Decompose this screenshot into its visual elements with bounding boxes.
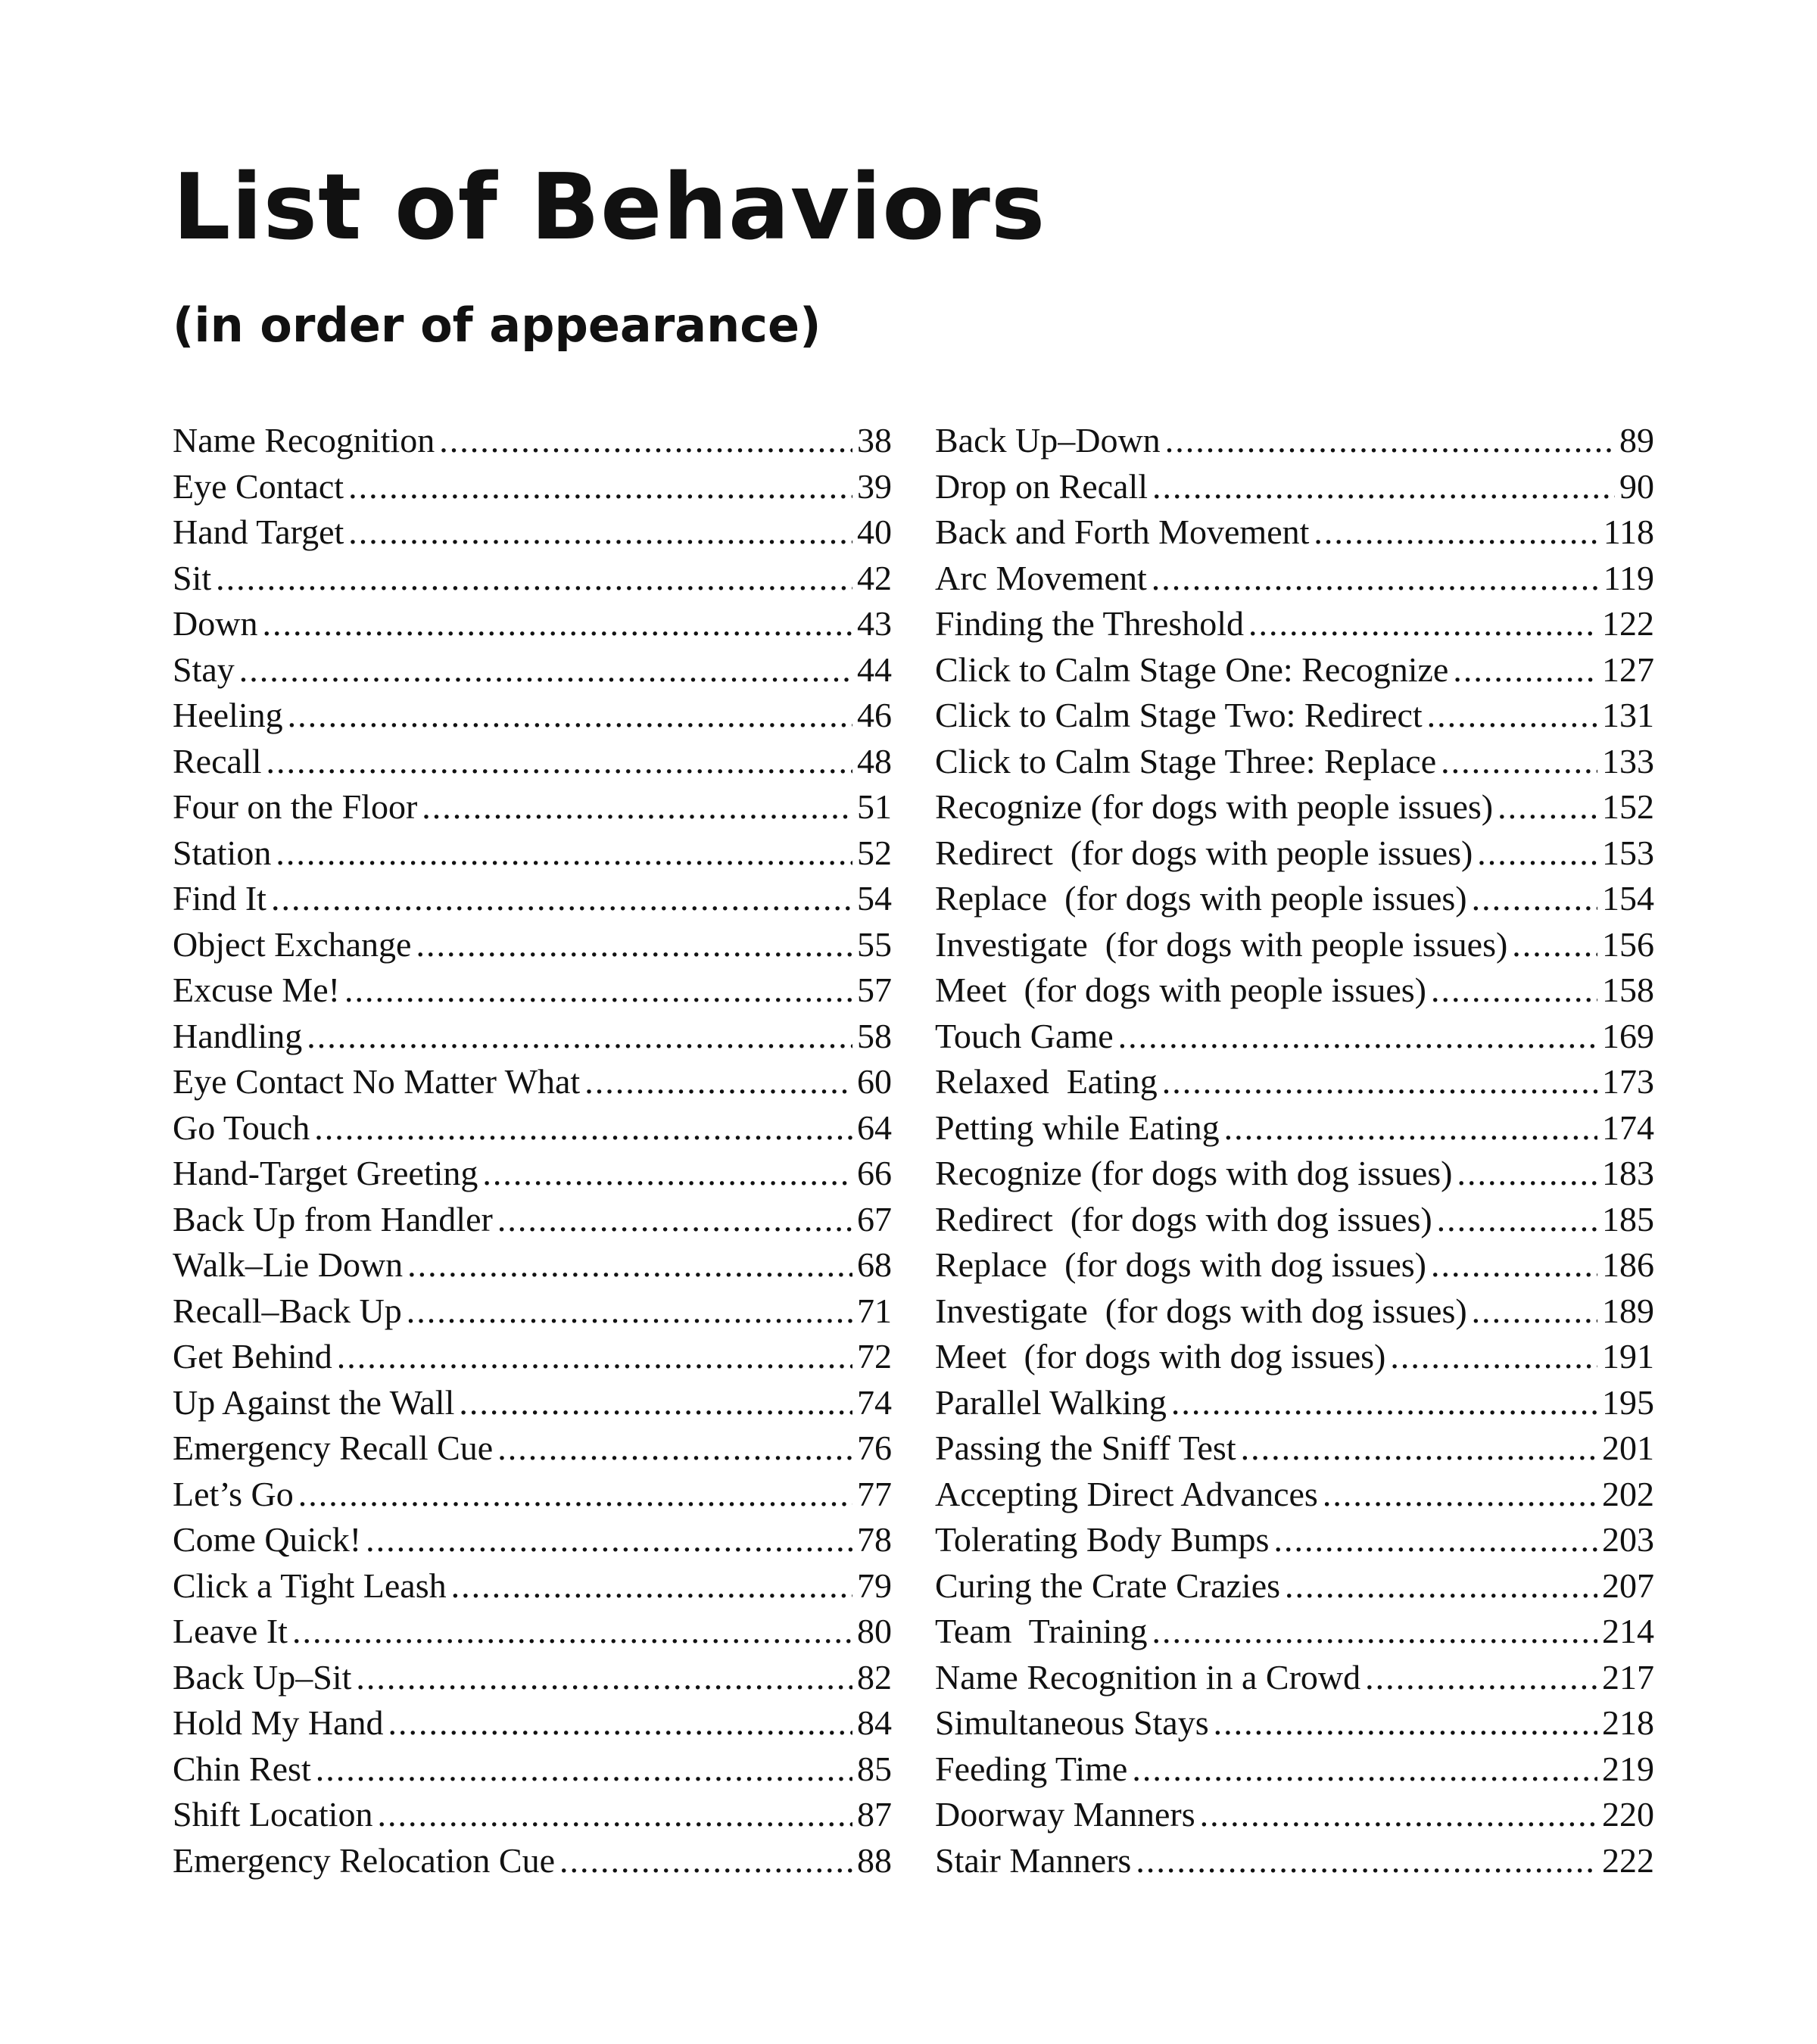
- behavior-name: Object Exchange: [173, 924, 412, 964]
- dot-leader: [497, 1197, 852, 1243]
- dot-leader: [1453, 647, 1597, 693]
- page-number: 203: [1602, 1520, 1654, 1559]
- page-number: 79: [857, 1566, 892, 1605]
- dot-leader: [276, 830, 852, 877]
- page-number: 84: [857, 1703, 892, 1742]
- dot-leader: [1472, 1288, 1597, 1335]
- behavior-entry: [173, 1288, 892, 1335]
- behavior-name: Tolerating Body Bumps: [935, 1520, 1270, 1559]
- behavior-entry: [173, 739, 892, 785]
- page-number: 154: [1602, 879, 1654, 918]
- dot-leader: [1273, 1517, 1597, 1563]
- behavior-name: Petting while Eating: [935, 1108, 1220, 1147]
- behavior-entry: [935, 1197, 1654, 1243]
- behavior-name: Replace (for dogs with dog issues): [935, 1245, 1426, 1284]
- behavior-name: Hand Target: [173, 513, 344, 551]
- behavior-name: Name Recognition in a Crowd: [935, 1657, 1361, 1697]
- behavior-name: Curing the Crate Crazies: [935, 1566, 1281, 1605]
- behavior-entry: [173, 693, 892, 739]
- dot-leader: [1214, 1700, 1597, 1746]
- behavior-name: Meet (for dogs with people issues): [935, 971, 1426, 1009]
- dot-leader: [356, 1655, 852, 1701]
- dot-leader: [451, 1563, 852, 1609]
- dot-leader: [271, 876, 852, 922]
- page-number: 60: [857, 1062, 892, 1101]
- behavior-name: Meet (for dogs with dog issues): [935, 1337, 1386, 1376]
- behavior-entry: [935, 1609, 1654, 1655]
- behavior-name: Sit: [173, 558, 212, 597]
- behavior-name: Accepting Direct Advances: [935, 1474, 1318, 1513]
- dot-leader: [559, 1838, 852, 1884]
- page-number: 189: [1602, 1291, 1654, 1330]
- behavior-entry: [173, 1426, 892, 1472]
- behavior-entry: [173, 1197, 892, 1243]
- behavior-entry: [935, 1517, 1654, 1563]
- behavior-name: Team Training: [935, 1612, 1148, 1650]
- page-number: 153: [1602, 833, 1654, 872]
- dot-leader: [337, 1334, 852, 1380]
- dot-leader: [1241, 1426, 1597, 1472]
- behavior-name: Walk–Lie Down: [173, 1245, 404, 1284]
- behavior-entry: [935, 1792, 1654, 1838]
- page-number: 185: [1602, 1199, 1654, 1239]
- page-number: 118: [1603, 513, 1654, 551]
- behavior-name: Recall–Back Up: [173, 1291, 402, 1330]
- behavior-name: Redirect (for dogs with people issues): [935, 833, 1473, 872]
- dot-leader: [1441, 739, 1597, 785]
- dot-leader: [1390, 1334, 1597, 1380]
- behavior-name: Hand-Target Greeting: [173, 1154, 478, 1192]
- dot-leader: [298, 1472, 852, 1518]
- behavior-entry: [935, 967, 1654, 1014]
- behavior-entry: [935, 418, 1654, 464]
- dot-leader: [1118, 1014, 1597, 1060]
- behavior-list-right: [935, 418, 1654, 1884]
- page-number: 220: [1602, 1795, 1654, 1834]
- behavior-entry: [935, 922, 1654, 968]
- behavior-entry: [935, 1472, 1654, 1518]
- dot-leader: [307, 1014, 852, 1060]
- dot-leader: [292, 1609, 852, 1655]
- behavior-entry: [173, 922, 892, 968]
- dot-leader: [1431, 1242, 1597, 1288]
- page-number: 207: [1602, 1566, 1654, 1605]
- behavior-name: Get Behind: [173, 1337, 332, 1376]
- page-number: 78: [857, 1520, 892, 1559]
- behavior-name: Recall: [173, 741, 262, 781]
- dot-leader: [316, 1746, 852, 1793]
- behavior-entry: [173, 1700, 892, 1746]
- behavior-entry: [173, 1792, 892, 1838]
- behavior-name: Relaxed Eating: [935, 1062, 1158, 1101]
- behavior-name: Name Recognition: [173, 421, 435, 460]
- dot-leader: [1136, 1838, 1597, 1884]
- behavior-name: Feeding Time: [935, 1749, 1128, 1788]
- page-number: 66: [857, 1154, 892, 1192]
- behavior-name: Emergency Recall Cue: [173, 1429, 494, 1467]
- page-number: 133: [1602, 741, 1654, 781]
- behavior-entry: [935, 1288, 1654, 1335]
- behavior-name: Redirect (for dogs with dog issues): [935, 1199, 1432, 1239]
- behavior-entry: [935, 693, 1654, 739]
- page-number: 201: [1602, 1429, 1654, 1467]
- behavior-name: Passing the Sniff Test: [935, 1429, 1236, 1467]
- dot-leader: [422, 784, 852, 830]
- behavior-name: Eye Contact: [173, 466, 344, 506]
- page-number: 169: [1602, 1016, 1654, 1055]
- dot-leader: [1457, 1151, 1598, 1197]
- behavior-name: Investigate (for dogs with people issues): [935, 924, 1508, 964]
- dot-leader: [1165, 418, 1615, 464]
- behavior-name: Stair Manners: [935, 1840, 1132, 1880]
- behavior-entry: [935, 876, 1654, 922]
- behavior-entry: [173, 1105, 892, 1151]
- behavior-entry: [173, 1517, 892, 1563]
- dot-leader: [1437, 1197, 1597, 1243]
- page-number: 214: [1602, 1612, 1654, 1650]
- page-number: 77: [857, 1474, 892, 1513]
- behavior-entry: [173, 1472, 892, 1518]
- behavior-name: Hold My Hand: [173, 1703, 384, 1742]
- behavior-entry: [173, 1655, 892, 1701]
- behavior-name: Investigate (for dogs with dog issues): [935, 1291, 1467, 1330]
- behavior-entry: [173, 1380, 892, 1426]
- page-number: 64: [857, 1108, 892, 1147]
- behavior-entry: [935, 1105, 1654, 1151]
- page-number: 51: [857, 787, 892, 826]
- dot-leader: [1152, 464, 1615, 510]
- page-number: 217: [1602, 1657, 1654, 1697]
- behavior-entry: [935, 1242, 1654, 1288]
- dot-leader: [366, 1517, 852, 1563]
- behavior-entry: [173, 830, 892, 877]
- page-number: 74: [857, 1382, 892, 1422]
- behavior-name: Emergency Relocation Cue: [173, 1840, 555, 1880]
- behavior-name: Come Quick!: [173, 1520, 362, 1559]
- behavior-entry: [173, 556, 892, 602]
- behavior-entry: [173, 1609, 892, 1655]
- page-number: 222: [1602, 1840, 1654, 1880]
- page-number: 57: [857, 971, 892, 1009]
- behavior-name: Click to Calm Stage One: Recognize: [935, 650, 1449, 689]
- behavior-name: Chin Rest: [173, 1749, 311, 1788]
- page-number: 58: [857, 1016, 892, 1055]
- behavior-entry: [935, 1426, 1654, 1472]
- page-number: 202: [1602, 1474, 1654, 1513]
- behavior-name: Doorway Manners: [935, 1795, 1195, 1834]
- dot-leader: [584, 1059, 852, 1105]
- dot-leader: [1224, 1105, 1597, 1151]
- page-number: 38: [857, 421, 892, 460]
- behavior-name: Go Touch: [173, 1108, 310, 1147]
- behavior-name: Eye Contact No Matter What: [173, 1062, 581, 1101]
- dot-leader: [1314, 509, 1598, 556]
- page-number: 76: [857, 1429, 892, 1467]
- behavior-entry: [173, 1059, 892, 1105]
- dot-leader: [1152, 556, 1599, 602]
- behavior-name: Recognize (for dogs with people issues): [935, 787, 1494, 826]
- behavior-name: Arc Movement: [935, 558, 1147, 597]
- dot-leader: [1365, 1655, 1597, 1701]
- dot-leader: [482, 1151, 852, 1197]
- page-number: 55: [857, 924, 892, 964]
- page-number: 44: [857, 650, 892, 689]
- behavior-name: Parallel Walking: [935, 1382, 1167, 1422]
- dot-leader: [1323, 1472, 1597, 1518]
- behavior-entry: [173, 1242, 892, 1288]
- behavior-entry: [173, 464, 892, 510]
- behavior-name: Back Up–Sit: [173, 1657, 352, 1697]
- behavior-entry: [935, 647, 1654, 693]
- page-number: 156: [1602, 924, 1654, 964]
- dot-leader: [1248, 601, 1597, 647]
- page-number: 88: [857, 1840, 892, 1880]
- dot-leader: [1171, 1380, 1597, 1426]
- behavior-name: Excuse Me!: [173, 971, 340, 1009]
- dot-leader: [1132, 1746, 1597, 1793]
- dot-leader: [407, 1242, 852, 1288]
- page-number: 174: [1602, 1108, 1654, 1147]
- behavior-name: Touch Game: [935, 1016, 1114, 1055]
- behavior-entry: [935, 1151, 1654, 1197]
- behavior-entry: [935, 1700, 1654, 1746]
- page-number: 67: [857, 1199, 892, 1239]
- behavior-name: Back Up–Down: [935, 421, 1161, 460]
- dot-leader: [344, 967, 852, 1014]
- behavior-entry: [173, 784, 892, 830]
- dot-leader: [1477, 830, 1597, 877]
- behavior-name: Replace (for dogs with people issues): [935, 879, 1467, 918]
- behavior-entry: [173, 1334, 892, 1380]
- dot-leader: [1285, 1563, 1597, 1609]
- page-number: 39: [857, 466, 892, 506]
- behavior-name: Let’s Go: [173, 1474, 294, 1513]
- page-number: 218: [1602, 1703, 1654, 1742]
- behavior-entry: [173, 1014, 892, 1060]
- behavior-name: Click a Tight Leash: [173, 1566, 447, 1605]
- page-number: 195: [1602, 1382, 1654, 1422]
- page-number: 48: [857, 741, 892, 781]
- behavior-entry: [935, 1380, 1654, 1426]
- dot-leader: [314, 1105, 852, 1151]
- page-number: 122: [1602, 604, 1654, 643]
- dot-leader: [377, 1792, 852, 1838]
- dot-leader: [497, 1426, 852, 1472]
- behavior-name: Four on the Floor: [173, 787, 418, 826]
- behavior-name: Back Up from Handler: [173, 1199, 493, 1239]
- dot-leader: [1200, 1792, 1597, 1838]
- page-subtitle: (in order of appearance): [173, 298, 821, 353]
- dot-leader: [388, 1700, 852, 1746]
- page-number: 43: [857, 604, 892, 643]
- behavior-entry: [173, 1151, 892, 1197]
- dot-leader: [1152, 1609, 1597, 1655]
- behavior-entry: [173, 967, 892, 1014]
- behavior-entry: [173, 1838, 892, 1884]
- behavior-entry: [935, 601, 1654, 647]
- behavior-name: Back and Forth Movement: [935, 513, 1310, 551]
- behavior-entry: [935, 1334, 1654, 1380]
- page-number: 42: [857, 558, 892, 597]
- page-number: 72: [857, 1337, 892, 1376]
- dot-leader: [266, 739, 853, 785]
- page-number: 90: [1619, 466, 1654, 506]
- behavior-entry: [173, 418, 892, 464]
- behavior-name: Simultaneous Stays: [935, 1703, 1209, 1742]
- page-number: 52: [857, 833, 892, 872]
- page-number: 54: [857, 879, 892, 918]
- dot-leader: [1472, 876, 1597, 922]
- page-title: List of Behaviors: [173, 155, 1046, 260]
- dot-leader: [262, 601, 852, 647]
- page-number: 173: [1602, 1062, 1654, 1101]
- page-number: 191: [1602, 1337, 1654, 1376]
- behavior-entry: [173, 601, 892, 647]
- behavior-entry: [935, 509, 1654, 556]
- dot-leader: [459, 1380, 852, 1426]
- page-number: 46: [857, 696, 892, 734]
- page-number: 80: [857, 1612, 892, 1650]
- behavior-name: Stay: [173, 650, 235, 689]
- behavior-entry: [935, 739, 1654, 785]
- dot-leader: [407, 1288, 852, 1335]
- dot-leader: [416, 922, 852, 968]
- behavior-name: Heeling: [173, 696, 283, 734]
- page-number: 158: [1602, 971, 1654, 1009]
- dot-leader: [239, 647, 852, 693]
- page-number: 89: [1619, 421, 1654, 460]
- behavior-name: Click to Calm Stage Two: Redirect: [935, 696, 1423, 734]
- page-number: 85: [857, 1749, 892, 1788]
- behavior-entry: [935, 1059, 1654, 1105]
- behavior-name: Leave It: [173, 1612, 288, 1650]
- behavior-name: Click to Calm Stage Three: Replace: [935, 741, 1437, 781]
- behavior-name: Up Against the Wall: [173, 1382, 455, 1422]
- page-number: 40: [857, 513, 892, 551]
- behavior-name: Drop on Recall: [935, 466, 1148, 506]
- behavior-name: Station: [173, 833, 272, 872]
- behavior-entry: [173, 647, 892, 693]
- behavior-entry: [935, 1655, 1654, 1701]
- behavior-entry: [935, 464, 1654, 510]
- behavior-name: Recognize (for dogs with dog issues): [935, 1154, 1453, 1192]
- page-number: 186: [1602, 1245, 1654, 1284]
- dot-leader: [1427, 693, 1597, 739]
- behavior-entry: [935, 1563, 1654, 1609]
- behavior-name: Finding the Threshold: [935, 604, 1245, 643]
- behavior-entry: [173, 509, 892, 556]
- behavior-entry: [173, 876, 892, 922]
- page-number: 127: [1602, 650, 1654, 689]
- dot-leader: [216, 556, 852, 602]
- behavior-name: Down: [173, 604, 258, 643]
- page-number: 87: [857, 1795, 892, 1834]
- dot-leader: [1498, 784, 1597, 830]
- dot-leader: [439, 418, 852, 464]
- behavior-entry: [935, 556, 1654, 602]
- dot-leader: [348, 464, 852, 510]
- dot-leader: [1512, 922, 1597, 968]
- page-number: 131: [1602, 696, 1654, 734]
- behavior-entry: [935, 1014, 1654, 1060]
- page-number: 82: [857, 1657, 892, 1697]
- behavior-name: Find It: [173, 879, 266, 918]
- dot-leader: [1431, 967, 1597, 1014]
- page-number: 71: [857, 1291, 892, 1330]
- dot-leader: [348, 509, 852, 556]
- behavior-entry: [173, 1563, 892, 1609]
- behavior-entry: [173, 1746, 892, 1793]
- page-number: 152: [1602, 787, 1654, 826]
- page-number: 219: [1602, 1749, 1654, 1788]
- behavior-list-left: [173, 418, 892, 1884]
- behavior-entry: [935, 830, 1654, 877]
- page-number: 68: [857, 1245, 892, 1284]
- behavior-entry: [935, 1746, 1654, 1793]
- page-number: 119: [1603, 558, 1654, 597]
- dot-leader: [1162, 1059, 1597, 1105]
- behavior-entry: [935, 1838, 1654, 1884]
- dot-leader: [288, 693, 852, 739]
- behavior-entry: [935, 784, 1654, 830]
- behavior-name: Handling: [173, 1016, 303, 1055]
- page-number: 183: [1602, 1154, 1654, 1192]
- behavior-name: Shift Location: [173, 1795, 373, 1834]
